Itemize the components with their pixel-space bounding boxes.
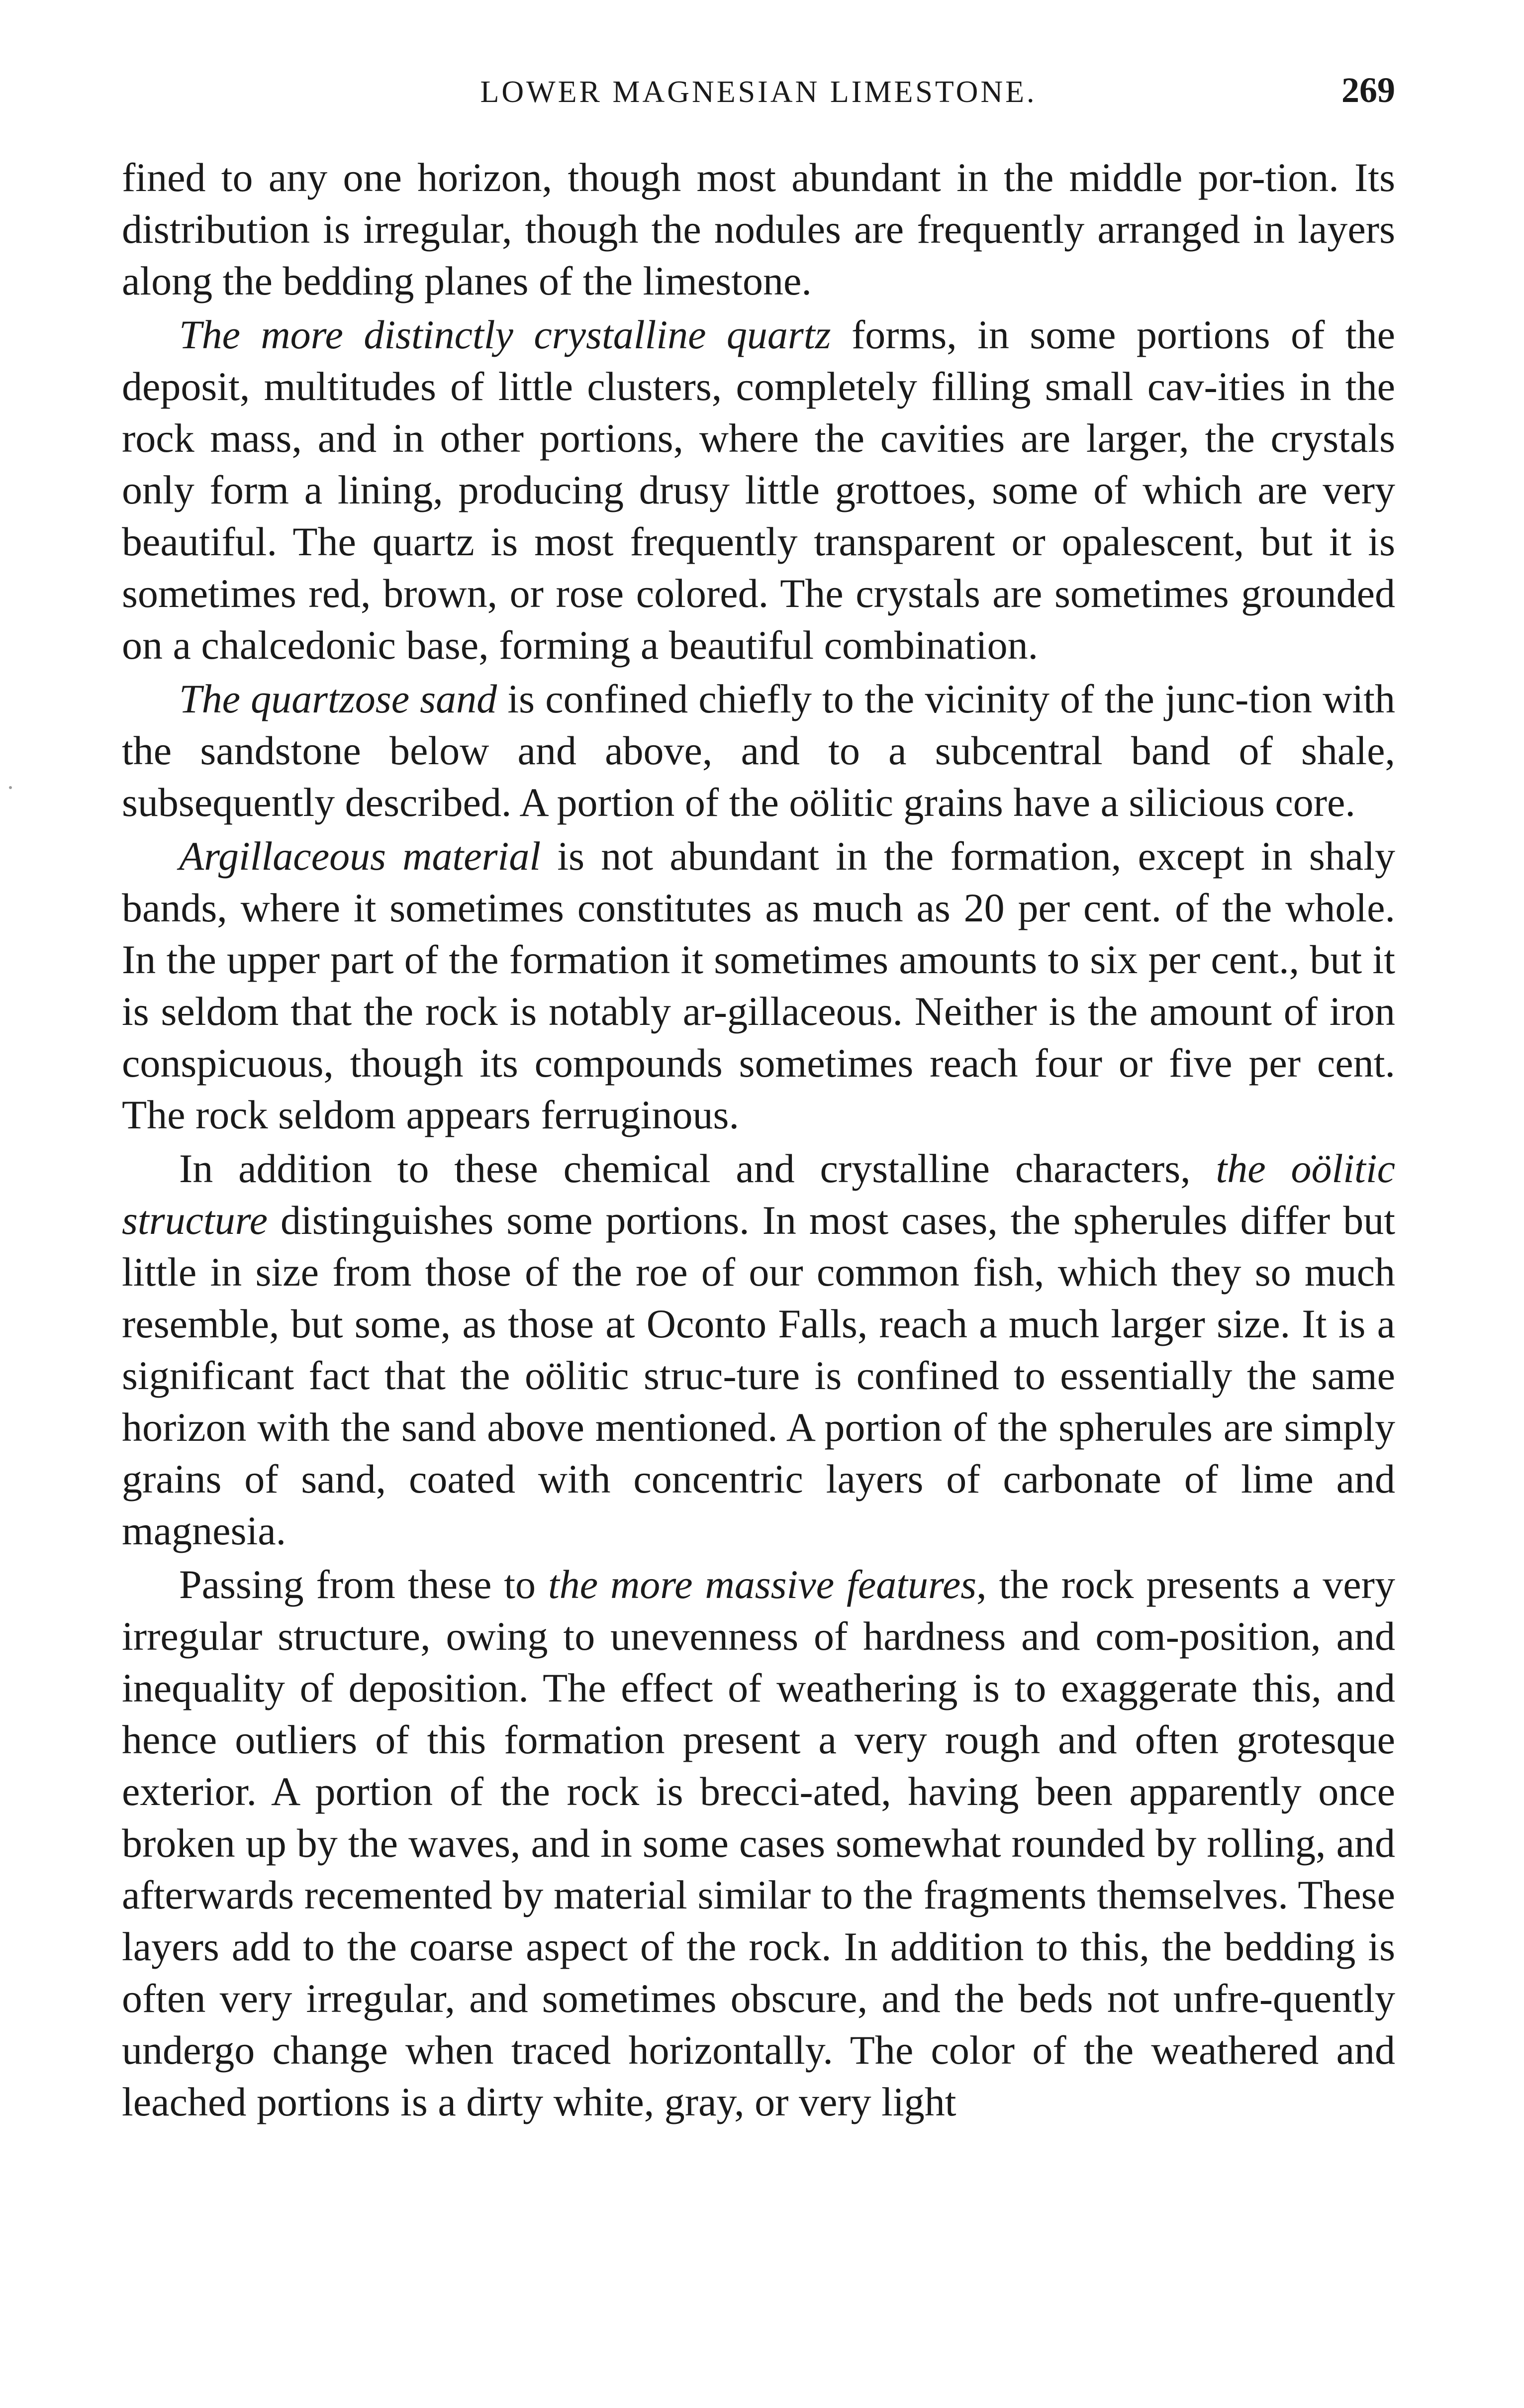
paragraph-text: forms, in some portions of the deposit, multitudes of little clusters, completely filling small cav-ities in the rock mass, and in other portions, where the cavities are larger, the crystals only form a lining, producing drusy little grottoes, some of which are very beautiful. The quartz is most frequently transparent or opalescent, but it is sometimes red, brown, or rose colored. The crystals are sometimes grounded on a chalcedonic base, forming a beautiful combination. [122, 312, 1395, 668]
paragraph-argillaceous-material [122, 830, 1395, 1141]
paragraph-continuation [122, 152, 1395, 307]
paragraph-text: Passing from these to [179, 1562, 548, 1607]
page-number: 269 [1341, 70, 1395, 110]
paragraph-crystalline-quartz [122, 309, 1395, 671]
paragraph-quartzose-sand [122, 673, 1395, 828]
paragraph-massive-features [122, 1559, 1395, 2128]
page-header [122, 70, 1395, 129]
paragraph-text: distinguishes some portions. In most cases, the spherules differ but little in size from those of the roe of our common fish, which they so much resemble, but some, as those at Oconto Falls, reach a much larger size. It is a significant fact that the oölitic struc-ture is confined to essentially the same horizon with the sand above mentioned. A portion of the spherules are simply grains of sand, coated with concentric layers of carbonate of lime and magnesia. [122, 1198, 1395, 1553]
paragraph-text: is confined chiefly to the vicinity of the junc-tion with the sandstone below and above, and to a subcentral band of shale, subsequently described. A portion of the oölitic grains have a silicious core. [122, 676, 1395, 825]
italic-term: the more massive features [548, 1562, 977, 1607]
paragraph-text: , the rock presents a very irregular structure, owing to unevenness of hardness and com-position, and inequality of deposition. The effect of weathering is to exaggerate this, and hence outliers of this formation present a very rough and often grotesque exterior. A portion of the rock is brecci-ated, having been apparently once broken up by the waves, and in some cases somewhat rounded by rolling, and afterwards recemented by material similar to the fragments themselves. These layers add to the coarse aspect of the rock. In addition to this, the bedding is often very irregular, and sometimes obscure, and the beds not unfre-quently undergo change when traced horizontally. The color of the weathered and leached portions is a dirty white, gray, or very light [122, 1562, 1395, 2124]
paragraph-text: fined to any one horizon, though most abundant in the middle por-tion. Its distribution is irregular, though the nodules are frequently arranged in layers along the bedding planes of the limestone. [122, 155, 1395, 303]
running-title: LOWER MAGNESIAN LIMESTONE. [480, 75, 1037, 109]
paragraph-text: is not abundant in the formation, except in shaly bands, where it sometimes constitutes as much as 20 per cent. of the whole. In the upper part of the formation it sometimes amounts to six per cent., but it is seldom that the rock is notably ar-gillaceous. Neither is the amount of iron conspicuous, though its compounds sometimes reach four or five per cent. The rock seldom appears ferruginous. [122, 833, 1395, 1137]
body-text [122, 152, 1395, 2128]
italic-lead-term: The quartzose sand [179, 676, 497, 721]
italic-lead-term: Argillaceous material [179, 833, 541, 879]
paragraph-text: In addition to these chemical and crystalline characters, [179, 1146, 1216, 1191]
italic-lead-term: The more distinctly crystalline quartz [179, 312, 831, 357]
paragraph-oolitic-structure [122, 1143, 1395, 1557]
margin-speck [9, 786, 12, 789]
italic-term: the oölitic structure [122, 1146, 1396, 1243]
